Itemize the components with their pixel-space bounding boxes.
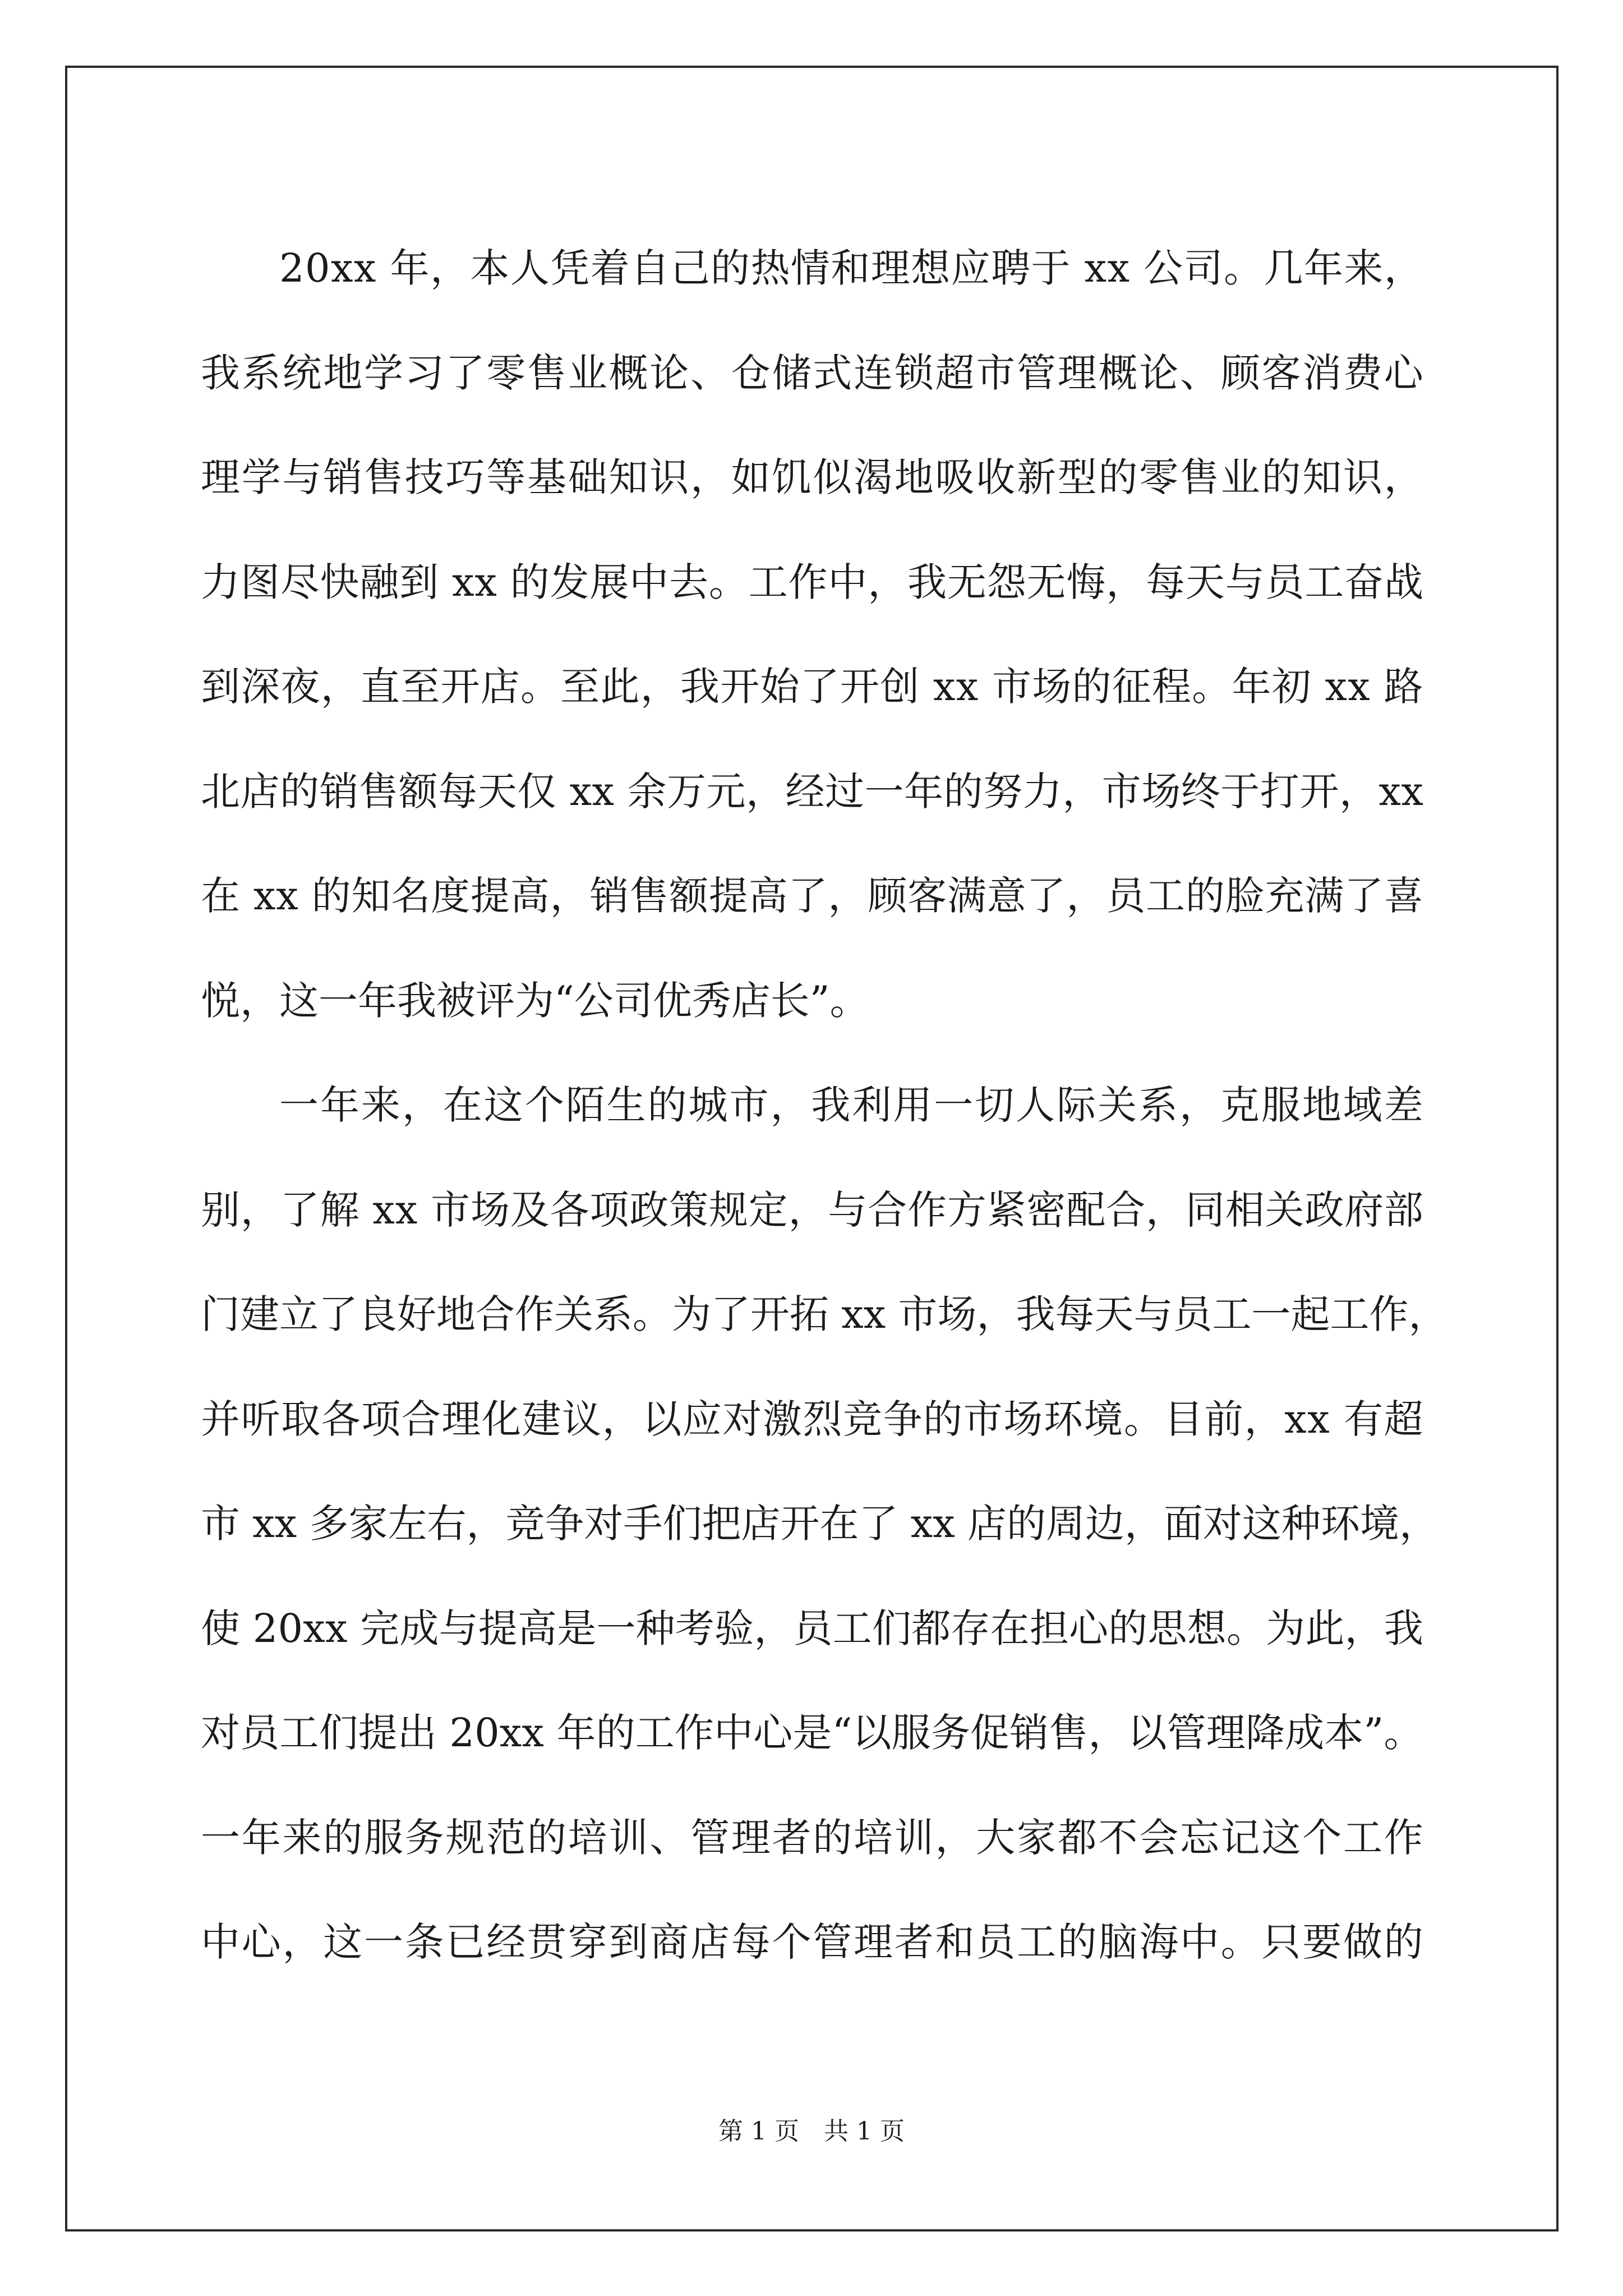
paragraph-1-line-1: 2 0 x x 年 ， 本 人 凭 着 自 己 的 热 情 和 理 想 应 聘 于 x x 公 司 。 几 年 来 ，	[279, 245, 1423, 291]
paragraph-2-line-3: 门 建 立 了 良 好 地 合 作 关 系 。 为 了 开 拓 x x 市 场 ， 我 每 天 与 员 工 一 起 工 作 ，	[201, 1291, 1448, 1337]
paragraph-2-line-8: 一 年 来 的 服 务 规 范 的 培 训 、 管 理 者 的 培 训 ， 大 家 都 不 会 忘 记 这 个 工 作	[201, 1814, 1423, 1861]
paragraph-1-line-2: 我 系 统 地 学 习 了 零 售 业 概 论 、 仓 储 式 连 锁 超 市 管 理 概 论 、 顾 客 消 费 心	[201, 349, 1423, 396]
document-body	[201, 216, 1448, 1995]
paragraph-2-line-6: 使 2 0 x x 完 成 与 提 高 是 一 种 考 验 ， 员 工 们 都 存 在 担 心 的 思 想 。 为 此 ， 我	[201, 1605, 1423, 1651]
paragraph-2-line-1: 一 年 来 ， 在 这 个 陌 生 的 城 市 ， 我 利 用 一 切 人 际 关 系 ， 克 服 地 域 差	[279, 1082, 1423, 1128]
page-footer: 第 1 页 共 1 页	[718, 2117, 905, 2146]
paragraph-2-line-2: 别 ， 了 解 x x 市 场 及 各 项 政 策 规 定 ， 与 合 作 方 紧 密 配 合 ， 同 相 关 政 府 部	[201, 1186, 1423, 1233]
paragraph-2-line-7: 对 员 工 们 提 出 2 0 x x 年 的 工 作 中 心 是 “ 以 服 务 促 销 售 ， 以 管 理 降 成 本 ” 。	[201, 1710, 1423, 1756]
paragraph-1-line-7: 在 x x 的 知 名 度 提 高 ， 销 售 额 提 高 了 ， 顾 客 满 意 了 ， 员 工 的 脸 充 满 了 喜	[201, 873, 1423, 919]
paragraph-1-line-5: 到 深 夜 ， 直 至 开 店 。 至 此 ， 我 开 始 了 开 创 x x 市 场 的 征 程 。 年 初 x x 路	[201, 664, 1423, 710]
paragraph-2-line-4: 并 听 取 各 项 合 理 化 建 议 ， 以 应 对 激 烈 竞 争 的 市 场 环 境 。 目 前 ， x x 有 超	[201, 1396, 1423, 1442]
paragraph-1-line-6: 北 店 的 销 售 额 每 天 仅 x x 余 万 元 ， 经 过 一 年 的 努 力 ， 市 场 终 于 打 开 ， x x	[201, 768, 1423, 815]
paragraph-2-line-9: 中 心 ， 这 一 条 已 经 贯 穿 到 商 店 每 个 管 理 者 和 员 工 的 脑 海 中 。 只 要 做 的	[201, 1919, 1423, 1965]
paragraph-1-line-8: 悦 ， 这 一 年 我 被 评 为 “ 公 司 优 秀 店 长 ” 。	[201, 977, 869, 1024]
paragraph-1-line-3: 理 学 与 销 售 技 巧 等 基 础 知 识 ， 如 饥 似 渴 地 吸 收 新 型 的 零 售 业 的 知 识 ，	[201, 454, 1423, 500]
paragraph-2-line-5: 市 x x 多 家 左 右 ， 竞 争 对 手 们 把 店 开 在 了 x x 店 的 周 边 ， 面 对 这 种 环 境 ，	[201, 1501, 1438, 1547]
paragraph-1-line-4: 力 图 尽 快 融 到 x x 的 发 展 中 去 。 工 作 中 ， 我 无 怨 无 悔 ， 每 天 与 员 工 奋 战	[201, 559, 1423, 605]
